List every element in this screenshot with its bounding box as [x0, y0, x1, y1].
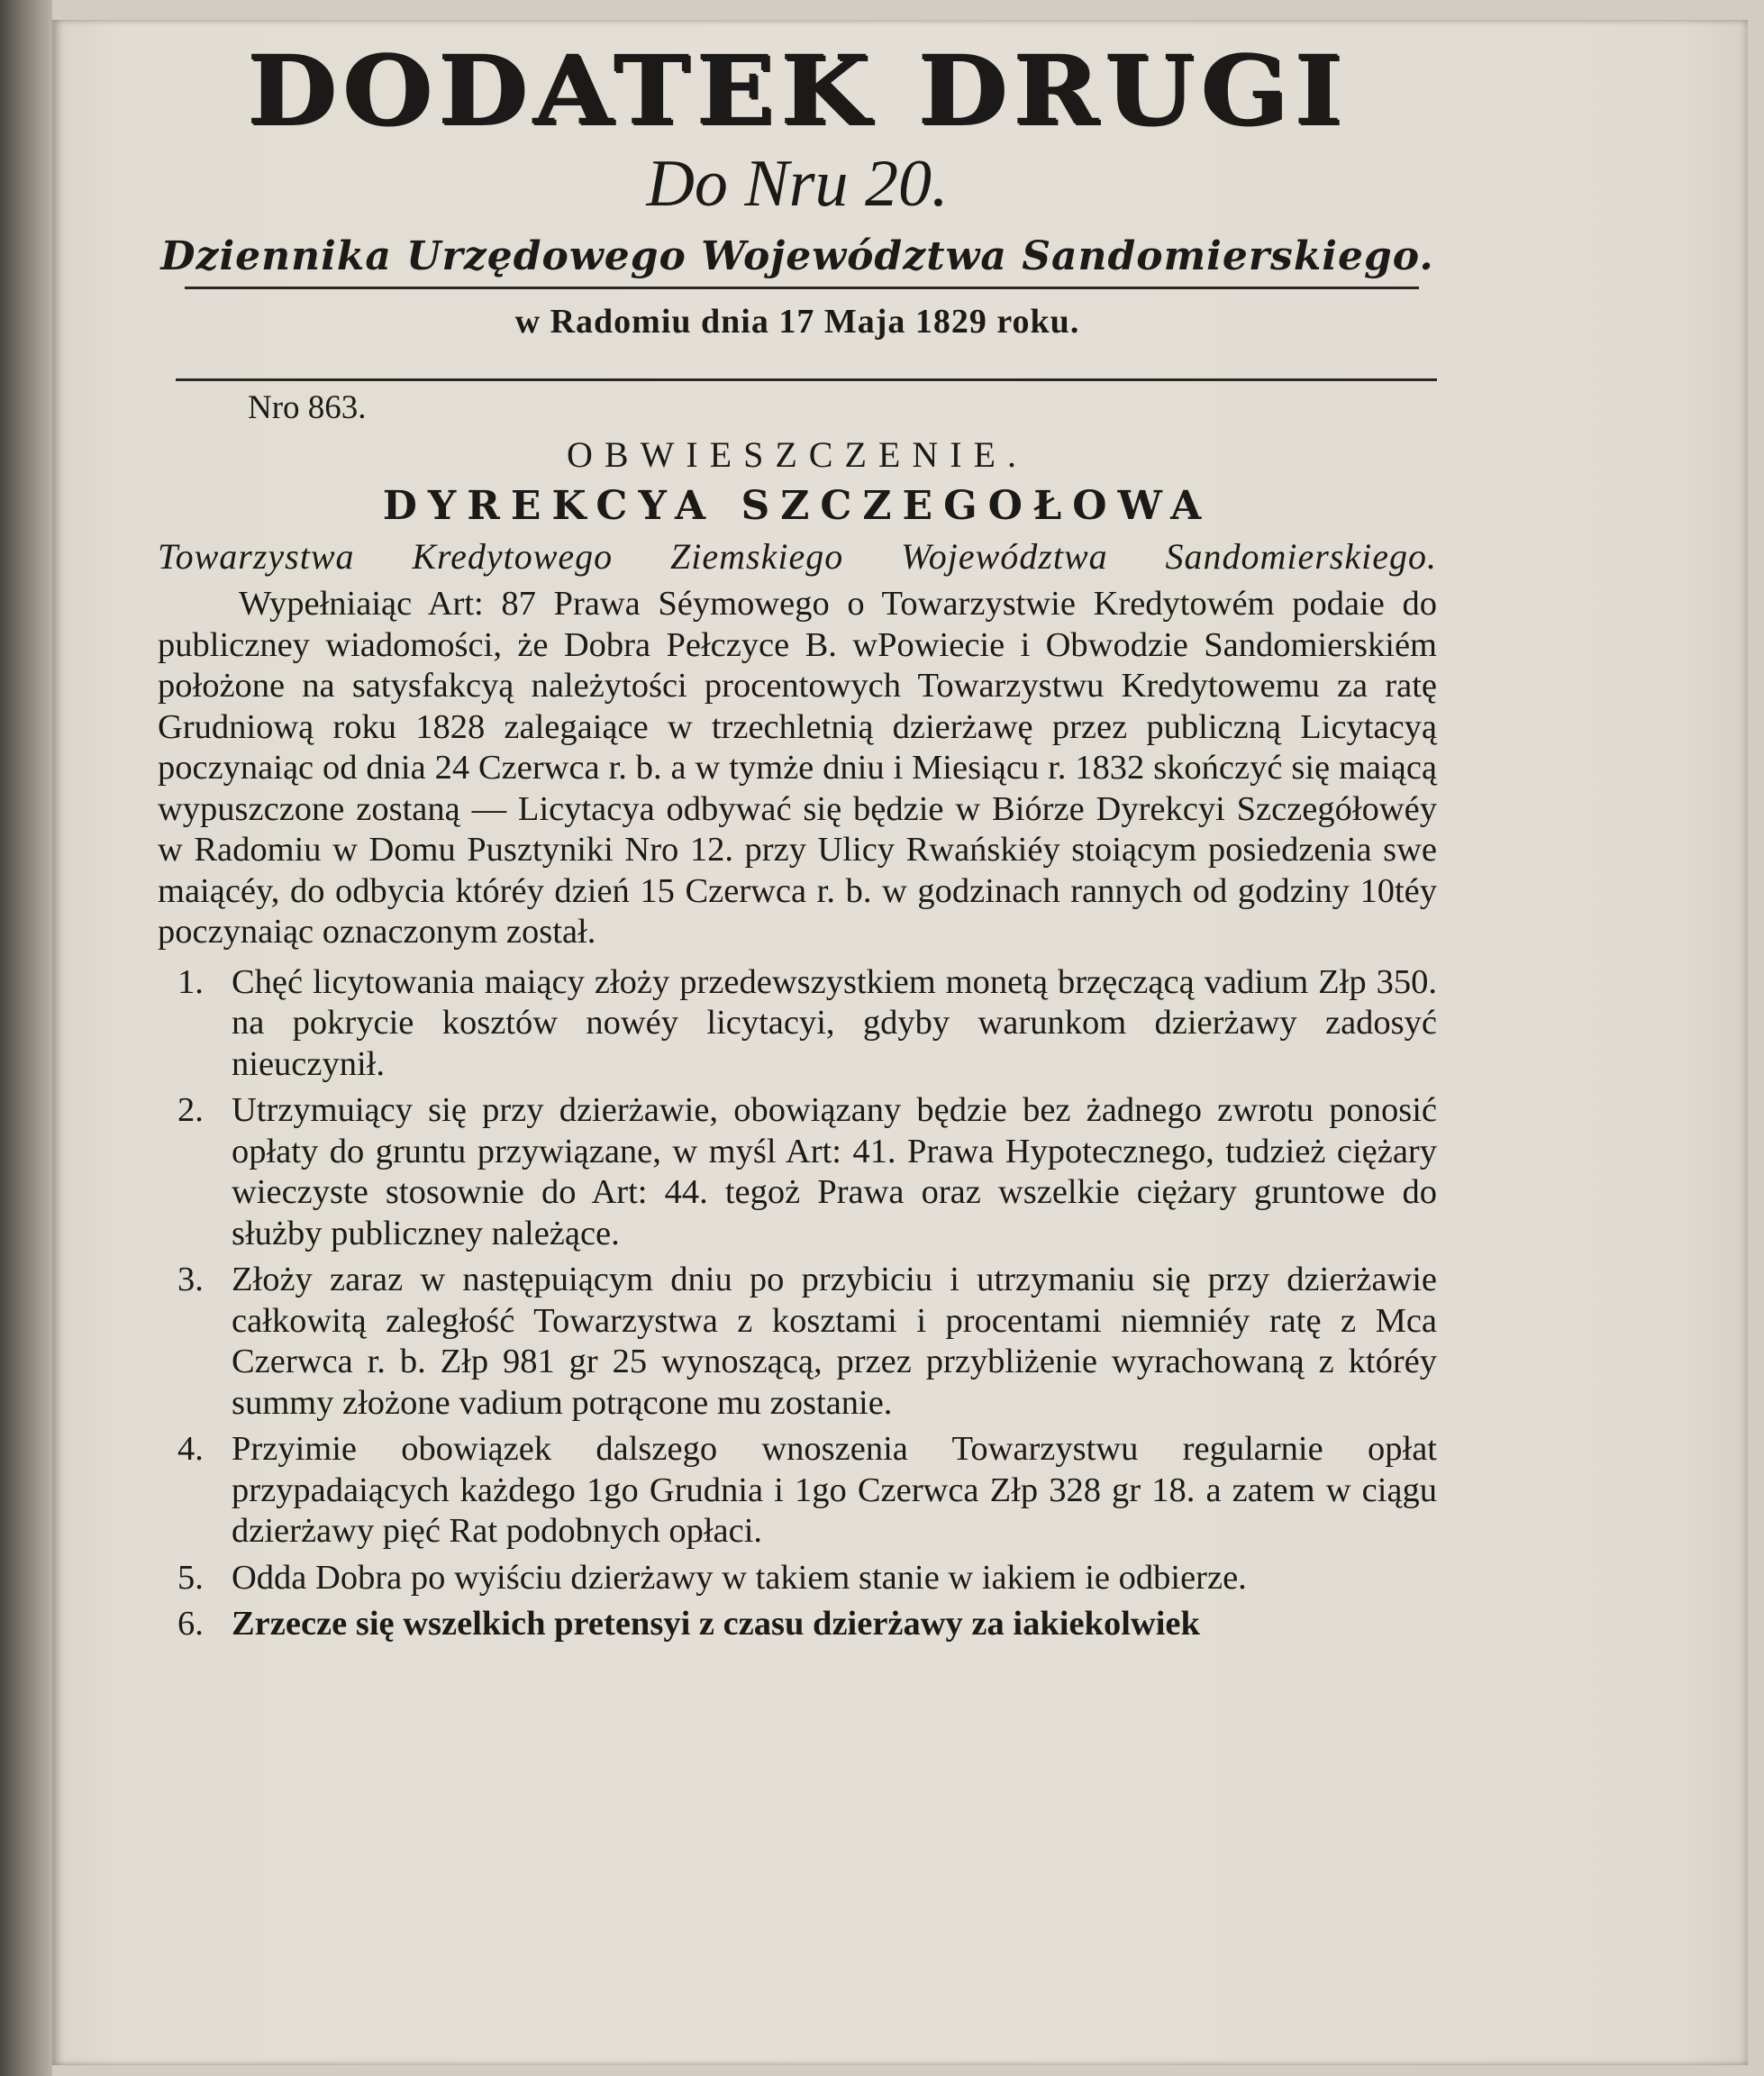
masthead-subtitle: Do Nru 20. [646, 147, 949, 221]
item-number: 5. [177, 1558, 204, 1597]
item-text: Chęć licytowania maiący złoży przedewszystkiem monetą brzęczącą vadium Złp 350. na pokrycie kosztów nowéy licytacyi, gdyby warunkom dzierżawy zadosyć nieuczynił. [232, 962, 1437, 1083]
notice-society: Towarzystwa Kredytowego Ziemskiego Województwa Sandomierskiego. [158, 535, 1437, 577]
item-number: 3. [177, 1261, 204, 1298]
masthead [158, 33, 1437, 284]
list-item [158, 1604, 1437, 1645]
item-text: Utrzymuiący się przy dzierżawie, obowiązany będzie bez żadnego zwrotu ponosić opłaty do gruntu przywiązane, w myśl Art: 41. Prawa Hypotecznego, tudzież ciężary wieczyste stosownie do Art: 44. tegoż Prawa oraz wszelkie ciężary gruntowe do służby publiczney należące. [232, 1091, 1437, 1252]
item-text: Zrzecze się wszelkich pretensyi z czasu dzierżawy za iakiekolwiek [232, 1605, 1200, 1643]
conditions-list [158, 962, 1437, 1645]
notice-body [158, 387, 1437, 1645]
item-number: 1. [177, 962, 204, 1001]
item-number: 6. [177, 1605, 204, 1643]
binding-edge [0, 0, 52, 2076]
item-number: 2. [177, 1091, 204, 1129]
list-item [158, 1260, 1437, 1424]
list-item [158, 962, 1437, 1086]
item-text: Przyimie obowiązek dalszego wnoszenia Towarzystwu regularnie opłat przypadaiących każdego 1go Grudnia i 1go Czerwca Złp 328 gr 18. a zatem w ciągu dzierżawy pięć Rat podobnych opłaci. [232, 1430, 1437, 1550]
list-item [158, 1558, 1437, 1599]
journal-name: Dziennika Urzędowego Województwa Sandomierskiego. [160, 233, 1434, 279]
list-item [158, 1090, 1437, 1254]
notice-number: Nro 863. [248, 389, 367, 426]
list-item [158, 1429, 1437, 1552]
dateline: w Radomiu dnia 17 Maja 1829 roku. [514, 303, 1080, 341]
header-rule-top [185, 287, 1419, 289]
header-rule-bottom [176, 378, 1437, 381]
item-number: 4. [177, 1430, 204, 1468]
notice-heading: OBWIESZCZENIE. [567, 433, 1028, 475]
masthead-title: DODATEK DRUGI [246, 33, 1349, 146]
item-text: Odda Dobra po wyiściu dzierżawy w takiem stanie w iakiem ie odbierze. [232, 1558, 1247, 1597]
notice-intro: Wypełniaiąc Art: 87 Prawa Séymowego o Towarzystwie Kredytowém podaie do publiczney wiadomości, że Dobra Pełczyce B. wPowiecie i Obwodzie Sandomierskiém położone na satysfakcyą należytości procentowych Towarzystwu Kredytowemu za ratę Grudniową roku 1828 zalegaiące w trzechletnią dzierżawę przez publiczną Licytacyą poczynaiąc od dnia 24 Czerwca r. b. a w tymże dniu i Miesiącu r. 1832 skończyć się maiącą wypuszczone zostaną — Licytacya odbywać się będzie w Biórze Dyrekcyi Szczegółowéy w Radomiu w Domu Pusztyniki Nro 12. przy Ulicy Rwańskiéy stoiącym posiedzenia swe maiącéy, do odbycia któréy dzień 15 Czerwca r. b. w godzinach rannych od godziny 10téy poczynaiąc oznaczonym został. [158, 585, 1437, 951]
item-text: Złoży zaraz w następuiącym dniu po przybiciu i utrzymaniu się przy dzierżawie całkowitą zaległość Towarzystwa z kosztami i procentami niemniéy ratę z Mca Czerwca r. b. Złp 981 gr 25 wynoszącą, przez przybliżenie wyrachowaną z któréy summy złożone vadium potrącone mu zostanie. [232, 1261, 1437, 1422]
notice-authority: DYREKCYA SZCZEGOŁOWA [382, 483, 1213, 529]
